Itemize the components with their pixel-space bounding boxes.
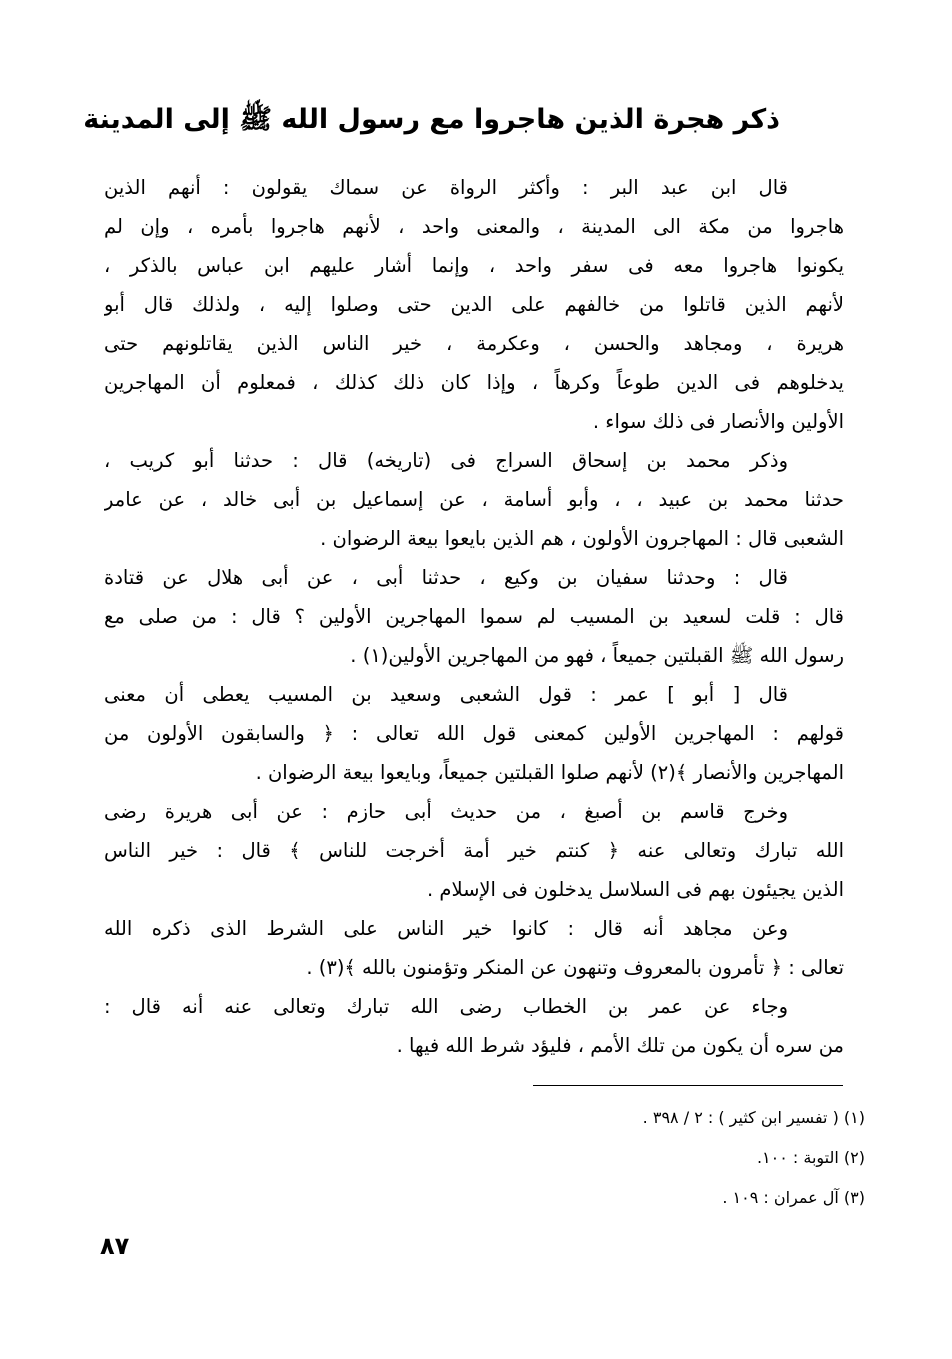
text-line: المهاجرين والأنصار ﴾(٢) لأنهم صلوا القبلتين جميعاً، وبايعوا بيعة الرضوان . [255, 761, 844, 784]
text-line: وعن مجاهد أنه قال : كانوا خير الناس على الشرط الذى ذكره الله [104, 917, 788, 940]
text-line: لأنهم الذين قاتلوا من خالفهم على الدين حتى وصلوا إليه ، ولذلك قال أبو [104, 293, 844, 316]
text-line: يكونوا هاجروا معه فى سفر واحد ، وإنما أشار عليهم ابن عباس بالذكر ، [104, 254, 844, 277]
page-title: ذكر هجرة الذين هاجروا مع رسول الله ﷺ إلى المدينة [83, 104, 780, 135]
text-line: من سره أن يكون من تلك الأمم ، فليؤد شرط الله فيها . [396, 1034, 844, 1057]
text-line: الأولين والأنصار فى ذلك سواء . [592, 410, 844, 433]
body-text [104, 168, 844, 1065]
text-line: وجاء عن عمر بن الخطاب رضى الله تبارك وتعالى عنه أنه قال : [104, 995, 788, 1018]
text-line: حدثنا محمد بن عبيد ، ، وأبو أسامة ، عن إسماعيل بن أبى خالد ، عن عامر [104, 488, 844, 511]
text-line: قال : وحدثنا سفيان بن وكيع ، حدثنا أبى ، عن أبى هلال عن قتادة [104, 566, 788, 589]
text-line: وذكر محمد بن إسحاق السراج فى (تاريخه) قال : حدثنا أبو كريب ، [104, 449, 788, 472]
text-line: الله تبارك وتعالى عنه ﴿ كنتم خير أمة أخرجت للناس ﴾ قال : خير الناس [104, 839, 844, 862]
text-line: قال [ أبو ] عمر : قول الشعبى وسعيد بن المسيب يعطى أن معنى [104, 683, 788, 706]
footnote: (٢) التوبة : ١٠٠. [756, 1148, 865, 1167]
text-line: تعالى : ﴿ تأمرون بالمعروف وتنهون عن المنكر وتؤمنون بالله ﴾(٣) . [306, 956, 844, 979]
page-number: ٨٧ [100, 1232, 130, 1260]
text-line: هاجروا من مكة الى المدينة ، والمعنى واحد ، لأنهم هاجروا بأمره ، وإن لم [104, 215, 844, 238]
text-line: وخرج قاسم بن أصبغ ، من حديث أبى حازم : عن أبى هريرة رضى [104, 800, 788, 823]
footnote: (١) ( تفسير ابن كثير ) : ٢ / ٣٩٨ . [642, 1108, 865, 1127]
text-line: رسول الله ﷺ القبلتين جميعاً ، فهو من المهاجرين الأولين(١) . [350, 644, 844, 667]
text-line: الذين يجيئون بهم فى السلاسل يدخلون فى الإسلام . [426, 878, 844, 901]
text-line: هريرة ، ومجاهد والحسن ، وعكرمة ، خير الناس الذين يقاتلونهم حتى [104, 332, 844, 355]
text-line: الشعبى قال : المهاجرون الأولون ، هم الذين بايعوا بيعة الرضوان . [320, 527, 844, 550]
footnote-divider [533, 1085, 843, 1086]
text-line: يدخلوهم فى الدين طوعاً وكرهاً ، وإذا كان ذلك كذلك ، فمعلوم أن المهاجرين [104, 371, 844, 394]
footnotes [520, 1098, 865, 1218]
text-line: قال ابن عبد البر : وأكثر الرواة عن سماك يقولون : أنهم الذين [104, 176, 788, 199]
footnote: (٣) آل عمران : ١٠٩ . [722, 1188, 865, 1207]
text-line: قولهم : المهاجرين الأولين كمعنى قول الله تعالى : ﴿ والسابقون الأولون من [104, 722, 844, 745]
text-line: قال : قلت لسعيد بن المسيب لم سموا المهاجرين الأولين ؟ قال : من صلى مع [104, 605, 844, 628]
